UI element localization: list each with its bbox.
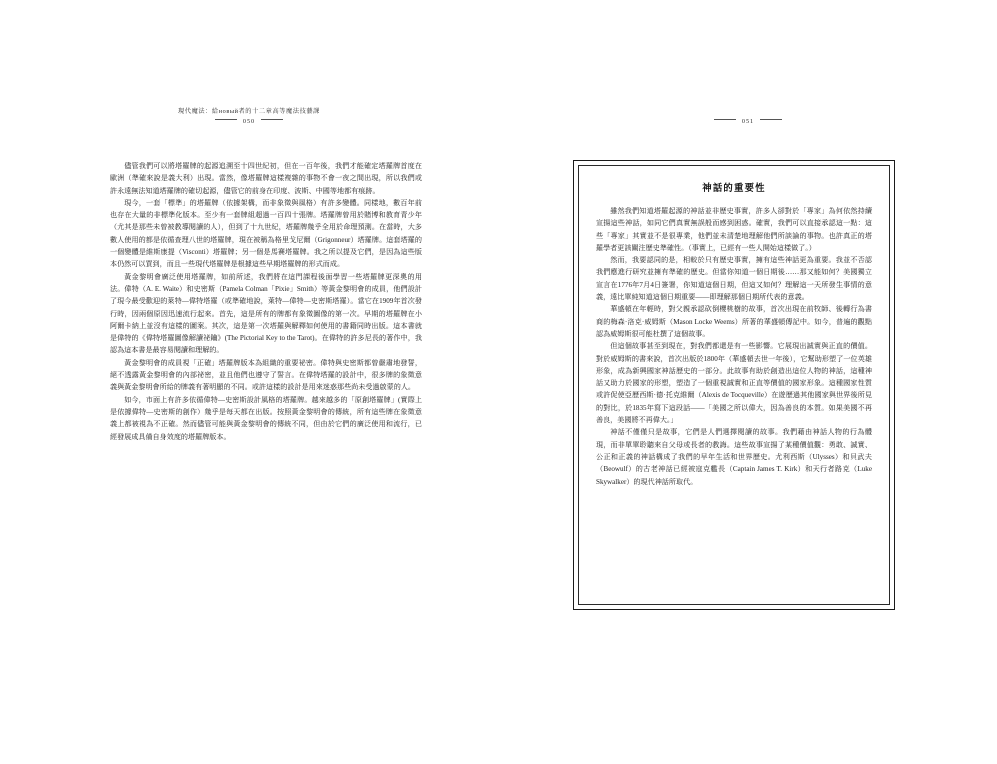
folio-rule-right	[261, 119, 283, 120]
folio-rule-left	[215, 119, 237, 120]
paragraph: 然而，我要認同的是，相較於只有歷史事實，擁有這些神話更為重要。我並不否認我們應進行研究並擁有準確的歷史。但當你知道一個日期後……那又能如何？美國獨立宣言在1776年7月4日簽署，你知道這個日期，但這又如何？理解這一天所發生事情的意義，遠比單純知道這個日期重要——即理解那個日期所代表的意義。	[596, 256, 872, 302]
folio-number-right: 051	[741, 118, 755, 125]
paragraph: 神話不僅僅只是故事，它們是人們選擇閱讀的故事。我們藉由神話人物的行為體現，而非單單聆聽來自父母或長者的教誨。這些故事宣揚了某種價值觀：勇敢、誠實、公正和正義的神話構成了我們的早年生活和世界歷史。尤利西斯（Ulysses）和貝武夫（Beowulf）的古老神話已經被寇克艦長（Captain James T. Kirk）和天行者路克（Luke Skywalker）的現代神話所取代。	[596, 428, 872, 486]
paragraph: 黃金黎明會的成員視「正確」塔羅牌版本為組織的重要祕密。偉特與史密斯都曾嚴肅地發誓，絕不透露黃金黎明會的內部祕密，並且他們也遵守了誓言。在偉特塔羅的設計中，很多牌的象徵意義與黃金黎明會所給的牌義有著明顯的不同。或許這樣的設計是用來迷惑那些尚未受過啟蒙的人。	[110, 358, 422, 392]
folio-number-left: 050	[242, 118, 256, 125]
body-text-left	[110, 160, 422, 443]
paragraph: 如今，市面上有許多依循偉特—史密斯設計風格的塔羅牌。越來越多的「原創塔羅牌」(實際上是依據偉特—史密斯的創作）幾乎是每天都在出版。按照黃金黎明會的傳統，所有這些牌在象徵意義上都被視為不正確。然而儘管可能與黃金黎明會的傳統不同，但由於它們的廣泛使用和流行，已經發展成具備自身效度的塔羅牌版本。	[110, 395, 422, 441]
folio-rule-left	[714, 119, 736, 120]
paragraph: 雖然我們知道塔羅起源的神話並非歷史事實，許多人卻對於「專家」為何依然持續宣揚這些神話，如同它們真實無誤般而感到困惑。確實，我們可以直接承認這一點：這些「專家」其實並不是很專業，他們並未清楚地理解他們所談論的事物。也許真正的塔羅學者更該關注歷史準確性。（事實上，已經有一些人開始這樣做了。）	[596, 207, 872, 252]
folio-left	[0, 118, 498, 125]
sidebar-box	[573, 160, 895, 610]
paragraph: 儘管我們可以將塔羅牌的起源追溯至十四世紀初，但在一百年後，我們才能確定塔羅牌首度在歐洲（準確來說是義大利）出現。當然，像塔羅牌這樣複雜的事物不會一夜之間出現，所以我們或許永遠無法知道塔羅牌的確切起源，儘管它的前身在印度、波斯、中國等地都有痕跡。	[110, 162, 422, 195]
paragraph: 黃金黎明會廣泛使用塔羅牌，如前所述，我們將在這門課程後面學習一些塔羅牌更深奧的用法。偉特（A. E. Waite）和史密斯（Pamela Colman「Pixie」Smith）等黃金黎明會的成員，他們設計了現今最受歡迎的萊特—偉特塔羅（或準確地說，萊特—偉特—史密斯塔羅）。當它在1909年首次發行時，因兩個原因迅速流行起來。首先，這是所有的牌都有象徵圖像的第一次。早期的塔羅牌在小阿爾卡納上並沒有這樣的圖案。其次，這是第一次塔羅與解釋如何使用的書籍同時出版。這本書就是偉特的《偉特塔羅圖像解讀祕鑰》(The Pictorial Key to the Tarot)。在偉特的許多尼長的著作中，我認為這本書是最容易閱讀和理解的。	[110, 272, 422, 355]
left-page	[0, 0, 498, 764]
folio-rule-right	[760, 119, 782, 120]
running-head-left: 現代魔法：給новый者的十二章高等魔法技藝課	[178, 108, 320, 115]
paragraph: 現今，一套「標準」的塔羅牌（依據架構，而非象徵與風格）有許多變體。同樣地，數百年前也存在大量的非標準化版本。至少有一套牌組超過一百四十張牌。塔羅牌曾用於賭博和教育青少年（尤其是那些未曾被教導閱讀的人），但到了十九世紀，塔羅牌幾乎全用於命理預測。在當時，大多數人使用的都是依循查理八世的塔羅牌，現在被稱為格里戈尼爾（Grigonneur）塔羅牌。這套塔羅的一個變體是維斯康提（Visconti）塔羅牌；另一個是馬賽塔羅牌。我之所以提及它們，是因為這些版本仍然可以買到，而且一些現代塔羅牌是根據這些早期塔羅牌的形式而成。	[110, 198, 422, 269]
sidebar-inner-frame	[578, 165, 890, 605]
paragraph: 但這個故事甚至到現在，對我們都還是有一些影響。它展現出誠實與正直的價值。對於威姆斯的書來說，首次出版於1800年（華盛頓去世一年後），它幫助形塑了一位英雄形象，成為新興國家神話歷史的一部分。此故事有助於創造出這位人物的神話，這種神話又助力於國家的形塑，塑造了一個重視誠實和正直等價值的國家形象。這種國家性質或許促使亞歷西斯·德·托克維爾（Alexis de Tocqueville）在遊歷過其他國家與世界後所見的對比，於1835年寫下這段話——「美國之所以偉大，因為善良的本質。如果美國不再善良，美國將不再偉大。」	[596, 342, 872, 425]
paragraph: 華盛頓在年輕時，對父親承認砍倒櫻桃樹的故事，首次出現在前牧師、後轉行為書商的梅森·洛克·威姆斯（Mason Locke Weems）所著的華盛頓傳記中。如今，普遍的觀點認為威姆斯很可能杜撰了這個故事。	[596, 305, 872, 338]
sidebar-title: 神話的重要性	[702, 184, 766, 194]
folio-right	[499, 118, 997, 125]
sidebar-text	[596, 205, 872, 488]
right-page	[499, 0, 997, 764]
